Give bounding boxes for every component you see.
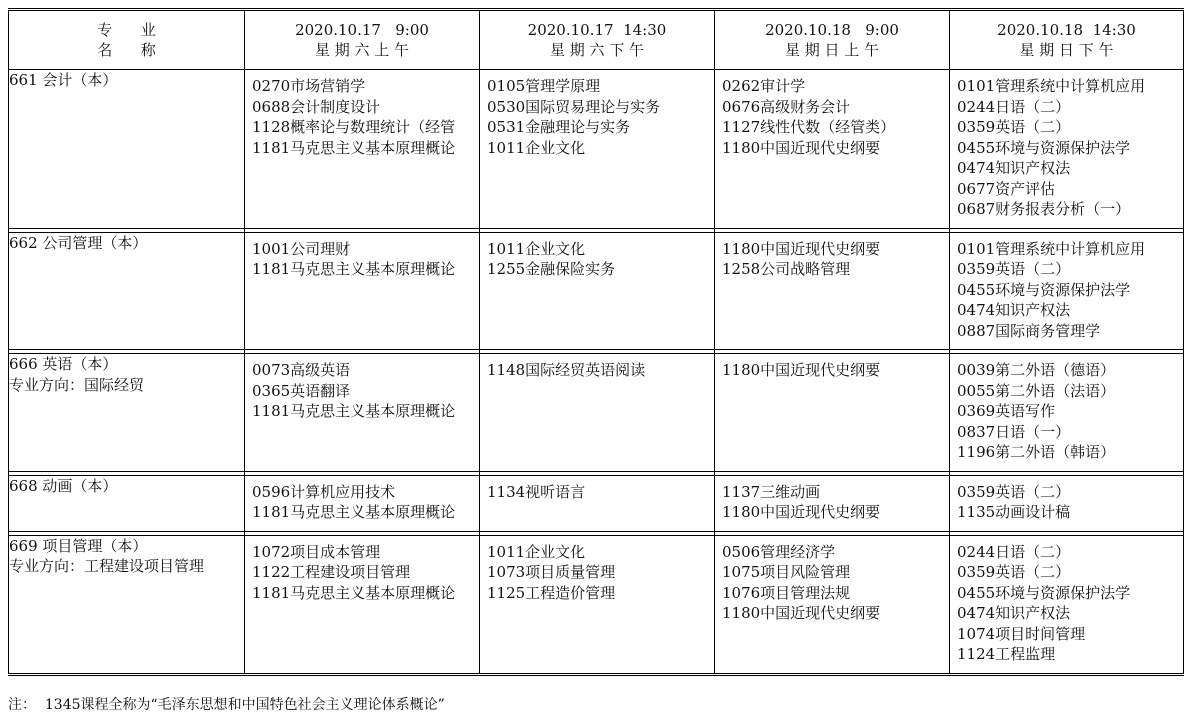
course-list	[950, 476, 1183, 531]
course-item: 0359英语（二）	[957, 118, 1071, 136]
course-item: 1072项目成本管理	[252, 542, 381, 561]
course-item: 0039第二外语（德语）	[957, 361, 1116, 379]
course-item: 0887国际商务管理学	[957, 321, 1101, 340]
major-direction: 专业方向：工程建设项目管理	[9, 557, 205, 575]
course-list	[715, 70, 949, 166]
course-item: 0531金融理论与实务	[487, 118, 631, 136]
major-direction: 专业方向：国际经贸	[9, 375, 145, 394]
course-item: 1181马克思主义基本原理概论	[252, 583, 456, 602]
course-list	[480, 476, 714, 511]
footnote: 注： 1345课程全称为“毛泽东思想和中国特色社会主义理论体系概论”	[8, 697, 445, 713]
course-item: 0474知识产权法	[957, 301, 1071, 319]
course-item: 0369英语写作	[957, 402, 1056, 420]
course-list	[715, 233, 949, 288]
session-cell	[715, 354, 950, 472]
session-cell	[950, 475, 1184, 531]
table-row	[9, 70, 1184, 229]
course-list	[950, 233, 1183, 350]
session-date: 2020.10.18 9:00	[765, 21, 899, 39]
session-cell	[950, 70, 1184, 229]
course-item: 0688会计制度设计	[252, 97, 381, 116]
course-item: 1180中国近现代史纲要	[722, 604, 881, 622]
course-item: 1135动画设计稿	[957, 503, 1071, 521]
course-item: 1128概率论与数理统计（经管	[252, 118, 456, 136]
course-list	[245, 476, 479, 531]
course-item: 1181马克思主义基本原理概论	[252, 402, 456, 420]
course-item: 1124工程监理	[957, 645, 1056, 663]
course-item: 0596计算机应用技术	[252, 482, 396, 501]
session-cell	[245, 232, 480, 350]
major-cell	[9, 475, 245, 531]
session-label: 星 期 六 下 午	[549, 41, 645, 59]
course-item: 1122工程建设项目管理	[252, 563, 411, 581]
course-item: 1258公司战略管理	[722, 260, 851, 278]
major-cell	[9, 232, 245, 350]
course-item: 1196第二外语（韩语）	[957, 443, 1116, 461]
course-item: 1181马克思主义基本原理概论	[252, 260, 456, 278]
session-label: 星 期 日 上 午	[784, 41, 880, 59]
course-item: 0101管理系统中计算机应用	[957, 77, 1146, 95]
session-cell	[480, 535, 715, 674]
course-item: 0101管理系统中计算机应用	[957, 239, 1146, 258]
session-cell	[715, 70, 950, 229]
session-cell	[245, 70, 480, 229]
course-list	[245, 354, 479, 430]
course-list	[245, 536, 479, 612]
course-item: 0359英语（二）	[957, 482, 1071, 501]
course-item: 1073项目质量管理	[487, 563, 616, 581]
exam-schedule-table	[8, 8, 1184, 676]
course-item: 0244日语（二）	[957, 97, 1071, 116]
major-name: 669 项目管理（本）	[9, 536, 148, 555]
session-date: 2020.10.17 9:00	[295, 21, 429, 39]
course-list	[480, 354, 714, 389]
course-item: 0474知识产权法	[957, 604, 1071, 622]
course-list	[950, 354, 1183, 471]
course-item: 1127线性代数（经管类）	[722, 118, 896, 136]
header-major-line1: 专 业	[97, 21, 156, 39]
course-item: 0365英语翻译	[252, 381, 351, 400]
course-list	[950, 536, 1183, 673]
session-cell	[715, 475, 950, 531]
header-major-line2: 名 称	[97, 41, 156, 59]
session-cell	[245, 475, 480, 531]
course-item: 1125工程造价管理	[487, 583, 616, 602]
course-list	[715, 476, 949, 531]
course-item: 1076项目管理法规	[722, 583, 851, 602]
session-label: 星 期 六 上 午	[314, 41, 410, 59]
header-session-1	[245, 10, 480, 70]
session-cell	[480, 475, 715, 531]
course-item: 0474知识产权法	[957, 159, 1071, 177]
major-cell	[9, 70, 245, 229]
session-cell	[950, 232, 1184, 350]
course-item: 0677资产评估	[957, 179, 1056, 198]
course-list	[715, 536, 949, 632]
course-item: 0105管理学原理	[487, 77, 601, 95]
course-item: 0455环境与资源保护法学	[957, 280, 1131, 299]
course-item: 1180中国近现代史纲要	[722, 503, 881, 521]
course-item: 1011企业文化	[487, 542, 586, 561]
table-row	[9, 354, 1184, 472]
course-list	[480, 233, 714, 288]
header-session-3	[715, 10, 950, 70]
header-session-4	[950, 10, 1184, 70]
session-cell	[480, 70, 715, 229]
course-item: 0073高级英语	[252, 361, 351, 379]
course-item: 0455环境与资源保护法学	[957, 138, 1131, 157]
course-item: 0506管理经济学	[722, 542, 836, 561]
session-date: 2020.10.18 14:30	[997, 21, 1136, 39]
course-item: 0837日语（一）	[957, 422, 1071, 441]
course-item: 1148国际经贸英语阅读	[487, 361, 646, 379]
course-item: 1134视听语言	[487, 482, 586, 501]
header-row	[9, 10, 1184, 70]
course-item: 0262审计学	[722, 77, 806, 95]
session-cell	[950, 354, 1184, 472]
course-item: 1181马克思主义基本原理概论	[252, 138, 456, 157]
table-row	[9, 535, 1184, 674]
table-row	[9, 232, 1184, 350]
major-name: 666 英语（本）	[9, 355, 118, 373]
course-item: 1180中国近现代史纲要	[722, 239, 881, 258]
course-item: 1180中国近现代史纲要	[722, 138, 881, 157]
major-cell	[9, 535, 245, 674]
course-item: 1074项目时间管理	[957, 624, 1086, 643]
session-cell	[950, 535, 1184, 674]
course-item: 0530国际贸易理论与实务	[487, 97, 661, 116]
course-item: 0687财务报表分析（一）	[957, 200, 1131, 218]
course-item: 0455环境与资源保护法学	[957, 583, 1131, 602]
course-list	[480, 536, 714, 612]
course-list	[245, 233, 479, 288]
major-name: 661 会计（本）	[9, 71, 118, 89]
session-cell	[480, 232, 715, 350]
session-cell	[480, 354, 715, 472]
course-item: 1181马克思主义基本原理概论	[252, 503, 456, 521]
course-item: 1011企业文化	[487, 138, 586, 157]
major-name: 662 公司管理（本）	[9, 233, 148, 252]
course-item: 0244日语（二）	[957, 542, 1071, 561]
course-item: 0359英语（二）	[957, 260, 1071, 278]
header-major	[9, 10, 245, 70]
major-cell	[9, 354, 245, 472]
course-list	[245, 70, 479, 166]
course-list	[480, 70, 714, 166]
header-session-2	[480, 10, 715, 70]
table-row	[9, 475, 1184, 531]
course-item: 1075项目风险管理	[722, 563, 851, 581]
session-label: 星 期 日 下 午	[1019, 41, 1114, 59]
session-cell	[245, 535, 480, 674]
course-item: 1137三维动画	[722, 482, 821, 501]
session-cell	[715, 232, 950, 350]
course-list	[950, 70, 1183, 228]
course-item: 0676高级财务会计	[722, 97, 851, 116]
course-item: 0055第二外语（法语）	[957, 381, 1116, 400]
course-item: 1180中国近现代史纲要	[722, 361, 881, 379]
course-list	[715, 354, 949, 389]
course-item: 1001公司理财	[252, 239, 351, 258]
major-name: 668 动画（本）	[9, 476, 118, 495]
course-item: 1255金融保险实务	[487, 260, 616, 278]
course-item: 1011企业文化	[487, 239, 586, 258]
session-date: 2020.10.17 14:30	[527, 21, 667, 39]
course-item: 0270市场营销学	[252, 77, 366, 95]
course-item: 0359英语（二）	[957, 563, 1071, 581]
session-cell	[245, 354, 480, 472]
session-cell	[715, 535, 950, 674]
